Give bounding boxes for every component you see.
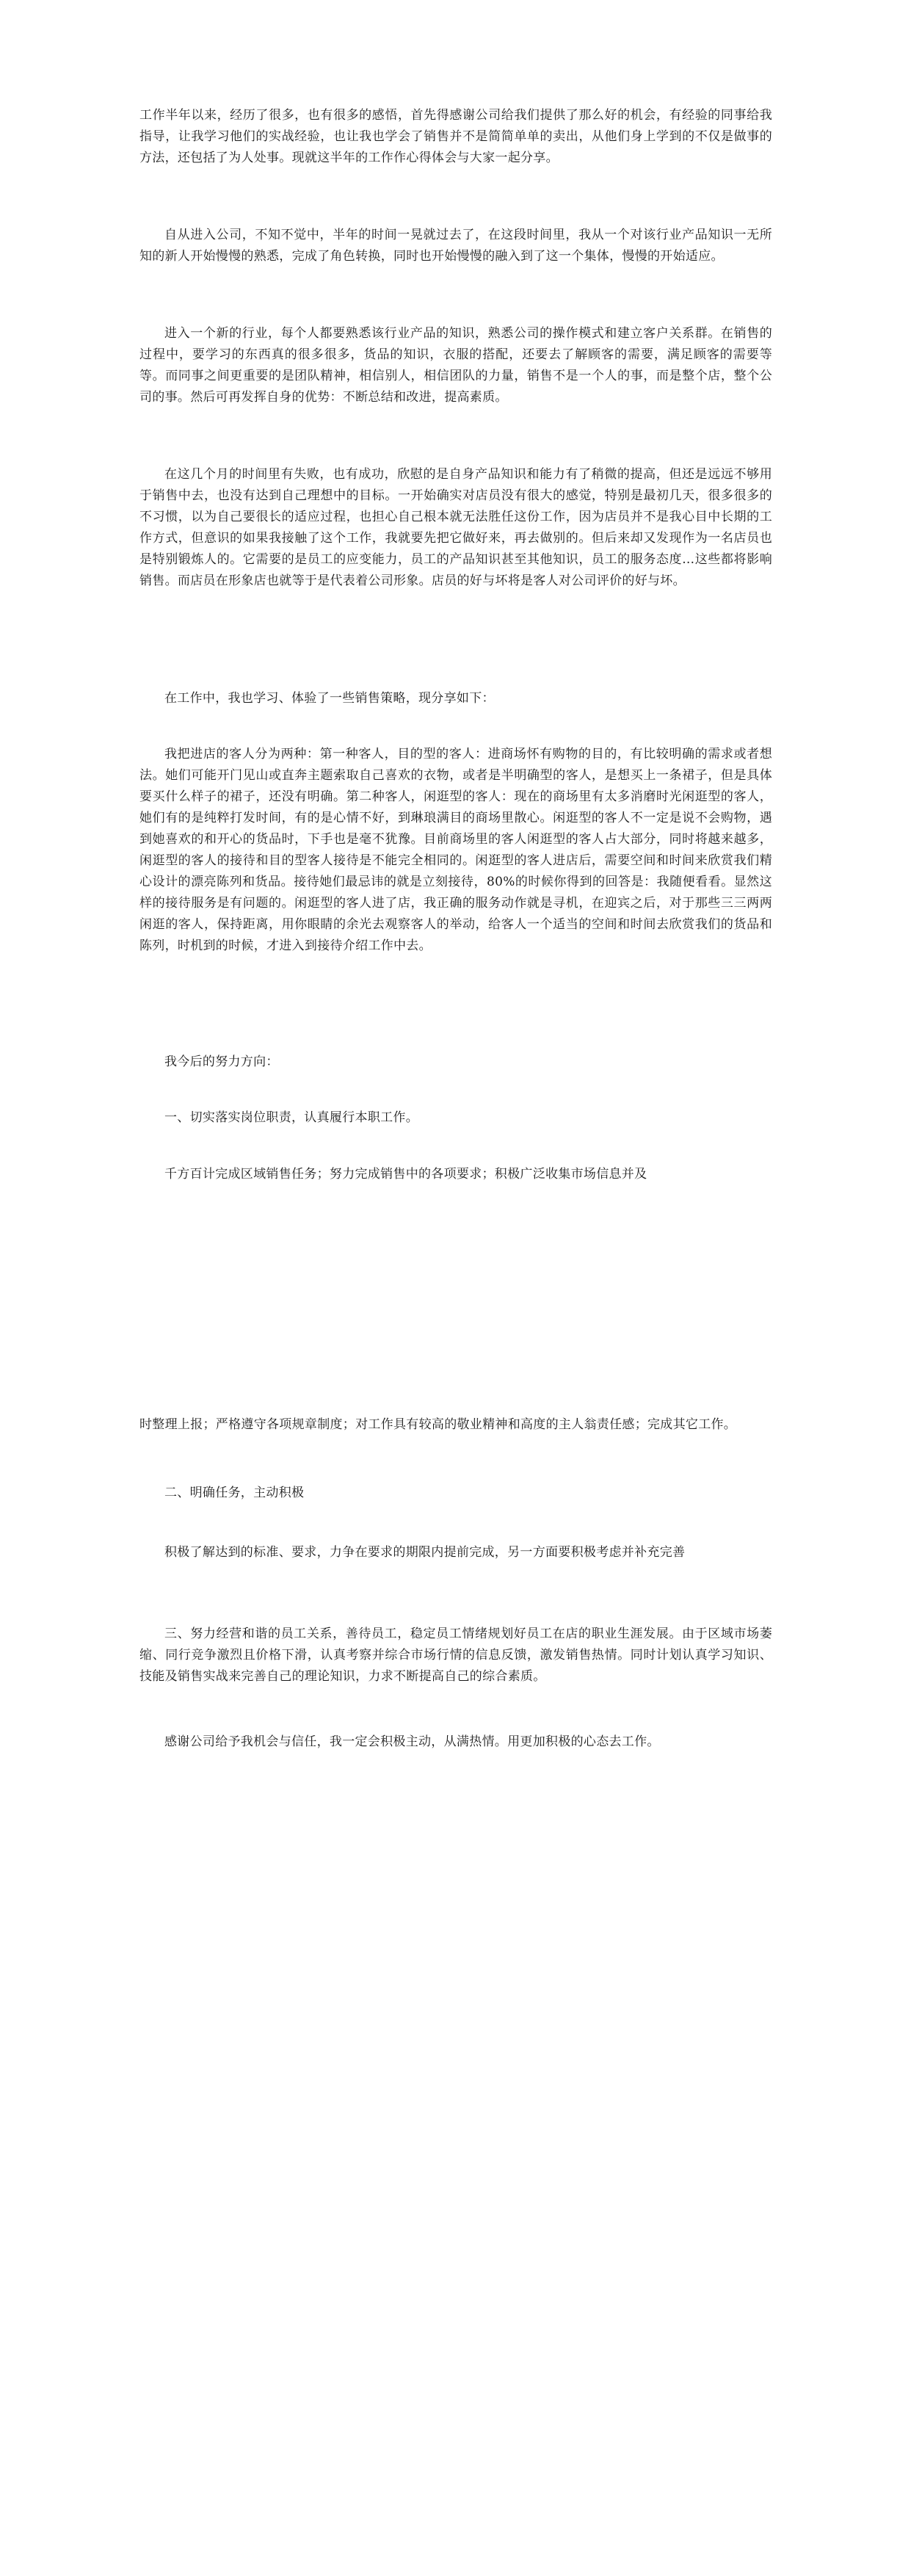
section-two-heading: 二、明确任务，主动积极 bbox=[164, 1486, 305, 1500]
future-direction-heading: 我今后的努力方向： bbox=[164, 1054, 279, 1069]
joining-company-paragraph: 自从进入公司，不知不觉中，半年的时间一晃就过去了，在这段时间里，我从一个对该行业产品知识一无所知的新人开始慢慢的熟悉，完成了角色转换，同时也开始慢慢的融入到了这一个集体，慢慢的开始适应。 bbox=[139, 228, 772, 264]
section-one-body-continued: 时整理上报；严格遵守各项规章制度；对工作具有较高的敬业精神和高度的主人翁责任感；完成其它工作。 bbox=[139, 1417, 737, 1432]
new-industry-paragraph: 进入一个新的行业，每个人都要熟悉该行业产品的知识，熟悉公司的操作模式和建立客户关系群。在销售的过程中，要学习的东西真的很多很多，货品的知识，衣服的搭配，还要去了解顾客的需要，满足顾客的需要等等。而同事之间更重要的是团队精神，相信别人，相信团队的力量，销售不是一个人的事，而是整个店，整个公司的事。然后可再发挥自身的优势：不断总结和改进，提高素质。 bbox=[139, 326, 772, 405]
section-one-heading: 一、切实落实岗位职责，认真履行本职工作。 bbox=[164, 1110, 418, 1125]
section-two-body: 积极了解达到的标准、要求，力争在要求的期限内提前完成，另一方面要积极考虑并补充完善 bbox=[164, 1545, 686, 1560]
section-three-paragraph: 三、努力经营和谐的员工关系，善待员工，稳定员工情绪规划好员工在店的职业生涯发展。由于区域市场萎缩、同行竞争激烈且价格下滑，认真考察并综合市场行情的信息反馈，激发销售热情。同时计划认真学习知识、技能及销售实战来完善自己的理论知识，力求不断提高自己的综合素质。 bbox=[139, 1627, 772, 1684]
sales-strategy-intro: 在工作中，我也学习、体验了一些销售策略，现分享如下： bbox=[164, 691, 495, 706]
section-one-body-start: 千方百计完成区域销售任务；努力完成销售中的各项要求；积极广泛收集市场信息并及 bbox=[164, 1167, 647, 1182]
reflection-paragraph: 在这几个月的时间里有失败，也有成功，欣慰的是自身产品知识和能力有了稍微的提高，但还是远远不够用于销售中去，也没有达到自己理想中的目标。一开始确实对店员没有很大的感觉，特别是最初几天，很多很多的不习惯，以为自己要很长的适应过程，也担心自己根本就无法胜任这份工作，因为店员并不是我心目中长期的工作方式，但意识的如果我接触了这个工作，我就要先把它做好来，再去做别的。但后来却又发现作为一名店员也是特别锻炼人的。它需要的是员工的应变能力，员工的产品知识甚至其他知识，员工的服务态度…这些都将影响销售。而店员在形象店也就等于是代表着公司形象。店员的好与坏将是客人对公司评价的好与坏。 bbox=[139, 467, 772, 588]
customer-types-paragraph: 我把进店的客人分为两种：第一种客人，目的型的客人：进商场怀有购物的目的，有比较明确的需求或者想法。她们可能开门见山或直奔主题索取自己喜欢的衣物，或者是半明确型的客人，是想买上一条裙子，但是具体要买什么样子的裙子，还没有明确。第二种客人，闲逛型的客人：现在的商场里有太多消磨时光闲逛型的客人，她们有的是纯粹打发时间，有的是心情不好，到琳琅满目的商场里散心。闲逛型的客人不一定是说不会购物，遇到她喜欢的和开心的货品时，下手也是毫不犹豫。目前商场里的客人闲逛型的客人占大部分，同时将越来越多，闲逛型的客人的接待和目的型客人接待是不能完全相同的。闲逛型的客人进店后，需要空间和时间来欣赏我们精心设计的漂亮陈列和货品。接待她们最忌讳的就是立刻接待，80%的时候你得到的回答是：我随便看看。显然这样的接待服务是有问题的。闲逛型的客人进了店，我正确的服务动作就是寻机，在迎宾之后，对于那些三三两两闲逛的客人，保持距离，用你眼睛的余光去观察客人的举动，给客人一个适当的空间和时间去欣赏我们的货品和陈列，时机到的时候，才进入到接待介绍工作中去。 bbox=[139, 747, 772, 953]
closing-paragraph: 感谢公司给予我机会与信任，我一定会积极主动，从满热情。用更加积极的心态去工作。 bbox=[164, 1734, 660, 1749]
intro-paragraph: 工作半年以来，经历了很多，也有很多的感悟，首先得感谢公司给我们提供了那么好的机会，有经验的同事给我指导，让我学习他们的实战经验，也让我也学会了销售并不是简简单单的卖出，从他们身上学到的不仅是做事的方法，还包括了为人处事。现就这半年的工作作心得体会与大家一起分享。 bbox=[139, 108, 772, 165]
